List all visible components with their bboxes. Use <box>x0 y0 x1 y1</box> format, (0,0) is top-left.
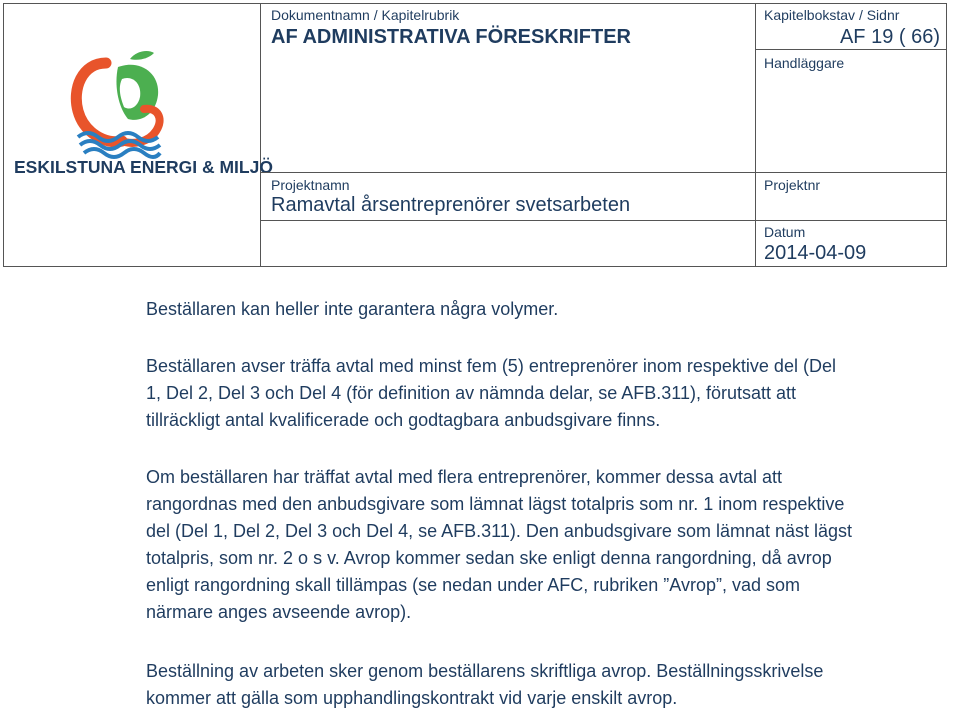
project-name-value: Ramavtal årsentreprenörer svetsarbeten <box>271 194 631 216</box>
date-cell <box>756 221 946 266</box>
text-line: rangordnas med den anbudsgivare som lämnat lägst totalpris som nr. 1 inom respektive <box>146 494 845 514</box>
date-value: 2014-04-09 <box>764 242 867 264</box>
text-line: kommer att gälla som upphandlingskontrakt vid varje enskilt avrop. <box>146 688 678 708</box>
handlaggare-label: Handläggare <box>764 55 845 71</box>
text-line: Beställaren avser träffa avtal med minst fem (5) entreprenörer inom respektive del (Del <box>146 356 836 376</box>
company-logo <box>14 49 273 179</box>
text-line: totalpris, som nr. 2 o s v. Avrop kommer sedan ske enligt denna rangordning, då avrop <box>146 548 832 568</box>
empty-cell <box>261 221 756 266</box>
text-line: enligt rangordning skall tillämpas (se nedan under AFC, rubriken ”Avrop”, vad som <box>146 575 800 595</box>
handlaggare-cell <box>756 50 946 173</box>
paragraph-ordering <box>146 658 960 712</box>
document-name-cell <box>261 4 756 173</box>
document-name-label: Dokumentnamn / Kapitelrubrik <box>271 7 460 23</box>
document-title: AF ADMINISTRATIVA FÖRESKRIFTER <box>271 26 631 48</box>
project-name-cell <box>261 173 756 221</box>
project-number-label: Projektnr <box>764 177 821 193</box>
chapter-page-label: Kapitelbokstav / Sidnr <box>764 7 900 23</box>
paragraph-volumes: Beställaren kan heller inte garantera några volymer. <box>146 299 559 319</box>
text-line: närmare anges avseende avrop). <box>146 602 412 622</box>
logo-text: ESKILSTUNA ENERGI & MILJÖ <box>14 157 273 177</box>
text-line: 1, Del 2, Del 3 och Del 4 (för definition av nämnda delar, se AFB.311), förutsatt att <box>146 383 797 403</box>
chapter-page-value: AF 19 ( 66) <box>839 26 940 48</box>
paragraph-agreements <box>146 353 960 434</box>
text-line: tillräckligt antal kvalificerade och godtagbara anbudsgivare finns. <box>146 410 661 430</box>
text-line: Om beställaren har träffat avtal med flera entreprenörer, kommer dessa avtal att <box>146 467 782 487</box>
logo-cell <box>4 4 273 266</box>
paragraph-ranking <box>146 464 960 626</box>
chapter-page-cell <box>756 4 946 50</box>
project-name-label: Projektnamn <box>271 177 350 193</box>
text-line: Beställning av arbeten sker genom beställarens skriftliga avrop. Beställningsskrivelse <box>146 661 824 681</box>
project-number-cell <box>756 173 946 221</box>
text-line: del (Del 1, Del 2, Del 3 och Del 4, se AFB.311). Den anbudsgivare som lämnat näst lägst <box>146 521 853 541</box>
document-header-table <box>3 3 947 267</box>
date-label: Datum <box>764 224 806 240</box>
